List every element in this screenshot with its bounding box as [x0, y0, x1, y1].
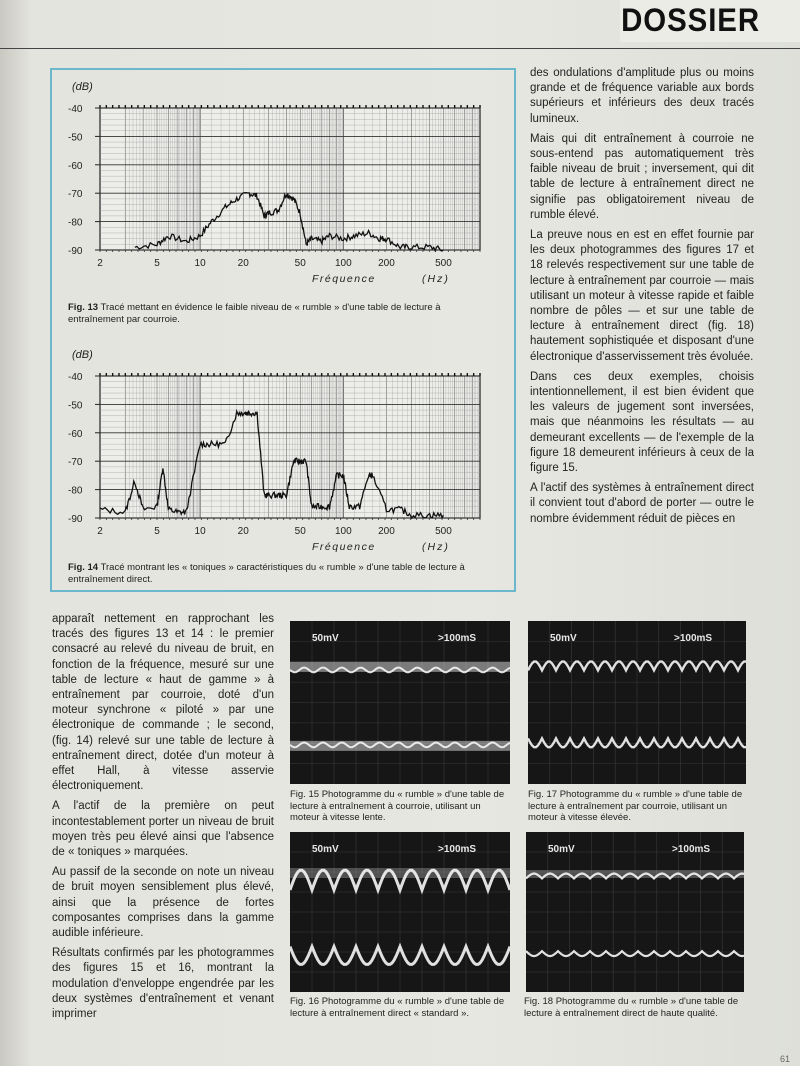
figure-16-caption-text: Photogramme du « rumble » d'une table de lecture à entraînement direct « standard ».: [290, 996, 505, 1019]
figure-15-caption: [290, 789, 512, 824]
fig14-x-tick-label: 5: [154, 526, 160, 537]
fig13-x-tick-label: 5: [154, 258, 160, 269]
photogram-svg: [528, 621, 746, 784]
right-paragraph: Mais qui dit entraînement à courroie ne sous-entend pas automatiquement très faible niveau de bruit ; inversement, qui dit table de lecture à entraînement direct ne signifie pas obligatoirement niveau de rumble élevé.: [530, 132, 754, 221]
fig14-x-tick-label: 500: [435, 526, 452, 537]
figure-17-photogram: [528, 621, 746, 784]
figure-18-caption: [524, 996, 746, 1019]
fig13-y-tick-label: -80: [68, 217, 83, 229]
volts-per-div-label: 50mV: [550, 633, 577, 644]
figure-16-photogram: [290, 832, 510, 992]
fig13-x-tick-label: 100: [334, 258, 352, 269]
figure-13-chart: [62, 78, 492, 294]
photogram-svg: [290, 621, 510, 784]
fig14-y-tick-label: -60: [68, 428, 83, 440]
fig13-x-unit: (Hz): [422, 273, 450, 285]
fig13-x-tick-label: 200: [378, 258, 395, 269]
figure-13-caption-text: Tracé mettant en évidence le faible niveau de « rumble » d'une table de lecture à entraînement par courroie.: [68, 302, 441, 325]
volts-per-div-label: 50mV: [312, 844, 339, 855]
header-rule: [0, 48, 800, 49]
fig13-y-tick-label: -50: [68, 132, 83, 144]
volts-per-div-label: 50mV: [312, 633, 339, 644]
figure-14-caption: [68, 562, 468, 586]
fig13-y-tick-label: -70: [68, 189, 83, 201]
right-paragraph: La preuve nous en est en effet fournie par les deux photogrammes des figures 17 et 18 relevés respectivement sur une table de lecture à entraînement par courroie — mais utilisant un moteur à vitesse rapide et faible nombre de pôles — et sur une table de lecture à entraînement direct (fig. 18) hautement sophistiquée et disposant d'une électronique d'asservissement très évoluée.: [530, 229, 754, 363]
time-base-label: >100mS: [672, 844, 711, 855]
figure-14-chart: [62, 346, 492, 562]
right-paragraph: des ondulations d'amplitude plus ou moins grande et de fréquence variable aux bords supérieurs et inférieurs des deux tracés lumineux.: [530, 67, 754, 125]
fig14-x-unit: (Hz): [422, 541, 450, 553]
right-column: [530, 66, 754, 532]
figure-13-caption-prefix: Fig. 13: [68, 302, 99, 313]
figure-13-caption: [68, 302, 448, 326]
right-paragraph: Dans ces deux exemples, choisis intentionnellement, il est bien évident que les valeurs de jugement sont inversées, mais que néanmoins les résultats — au demeurant excellents — de l'exemple de la figure 18 demeurent inférieurs à ceux de la figure 15.: [530, 370, 754, 475]
figure-15-photogram: [290, 621, 510, 784]
volts-per-div-label: 50mV: [548, 844, 575, 855]
fig13-x-tick-label: 2: [97, 258, 103, 269]
fig14-x-tick-label: 2: [97, 526, 103, 537]
figure-17-caption-text: Photogramme du « rumble » d'une table de lecture à entraînement par courroie, utilisant un moteur à vitesse élevée.: [528, 789, 743, 823]
photogram-svg: [526, 832, 744, 992]
figure-17-caption-prefix: Fig. 17: [528, 789, 558, 800]
fig14-y-tick-label: -80: [68, 485, 83, 497]
left-paragraph: Résultats confirmés par les photogrammes des figures 15 et 16, montrant la modulation d'enveloppe engendrée par les deux systèmes d'entraînement et venant imprimer: [52, 947, 274, 1021]
fig14-x-tick-label: 50: [294, 526, 306, 537]
figure-17-caption: [528, 789, 750, 824]
fig13-x-tick-label: 10: [194, 258, 206, 269]
figure-18-photogram: [526, 832, 744, 992]
left-paragraph: Au passif de la seconde on note un niveau de bruit moyen sensiblement plus élevé, ainsi que la présence de fortes composantes comprises dans la gamme audible inférieure.: [52, 866, 274, 940]
fig14-y-tick-label: -90: [68, 514, 83, 525]
fig13-x-tick-label: 20: [237, 258, 249, 269]
fig13-svg: [62, 78, 492, 294]
fig14-y-tick-label: -40: [68, 372, 83, 383]
figure-14-caption-text: Tracé montrant les « toniques » caractéristiques du « rumble » d'une table de lecture à entraînement direct.: [68, 562, 465, 585]
fig14-x-tick-label: 100: [334, 526, 352, 537]
page-number: 61: [779, 1054, 790, 1064]
fig14-y-tick-label: -50: [68, 400, 83, 412]
right-paragraph: A l'actif des systèmes à entraînement direct il convient tout d'abord de porter — outre le nombre évidemment réduit de pièces en: [530, 482, 754, 525]
fig13-x-tick-label: 500: [435, 258, 452, 269]
left-paragraph: A l'actif de la première on peut incontestablement porter un niveau de bruit moyen très peu élevé ainsi que l'absence de « toniques » marquées.: [52, 800, 274, 859]
fig13-y-tick-label: -60: [68, 160, 83, 172]
time-base-label: >100mS: [438, 844, 477, 855]
figure-16-caption: [290, 996, 514, 1019]
fig14-svg: [62, 346, 492, 562]
fig13-x-tick-label: 50: [294, 258, 306, 269]
figure-15-caption-prefix: Fig. 15: [290, 789, 320, 800]
fig14-x-tick-label: 20: [237, 526, 249, 537]
section-title: DOSSIER: [621, 2, 760, 38]
photogram-svg: [290, 832, 510, 992]
figure-14-caption-prefix: Fig. 14: [68, 562, 99, 573]
time-base-label: >100mS: [438, 633, 477, 644]
fig13-x-label: Fréquence: [312, 273, 376, 285]
figure-18-caption-prefix: Fig. 18: [524, 996, 554, 1007]
time-base-label: >100mS: [674, 633, 713, 644]
fig14-x-tick-label: 10: [194, 526, 206, 537]
figure-15-caption-text: Photogramme du « rumble » d'une table de lecture à entraînement à courroie, utilisant un moteur à vitesse lente.: [290, 789, 505, 823]
fig14-x-tick-label: 200: [378, 526, 395, 537]
left-column: [52, 612, 274, 1027]
figure-16-caption-prefix: Fig. 16: [290, 996, 320, 1007]
fig13-y-tick-label: -90: [68, 246, 83, 257]
left-paragraph: apparaît nettement en rapprochant les tracés des figures 13 et 14 : le premier consacré au relevé du niveau de bruit, en fonction de la fréquence, mesuré sur une table de lecture « haut de gamme » à entraînement par courroie, doté d'un moteur synchrone « piloté » par une électronique de commande ; le second, (fig. 14) relevé sur une table de lecture à entraînement direct, dotée d'un moteur à effet Hall, à vitesse asservie électroniquement.: [52, 613, 274, 793]
fig13-y-tick-label: -40: [68, 104, 83, 115]
figure-18-caption-text: Photogramme du « rumble » d'une table de lecture à entraînement direct de haute qualité.: [524, 996, 739, 1019]
fig14-y-unit: (dB): [72, 349, 93, 361]
fig14-x-label: Fréquence: [312, 541, 376, 553]
fig14-y-tick-label: -70: [68, 457, 83, 469]
fig13-y-unit: (dB): [72, 81, 93, 93]
